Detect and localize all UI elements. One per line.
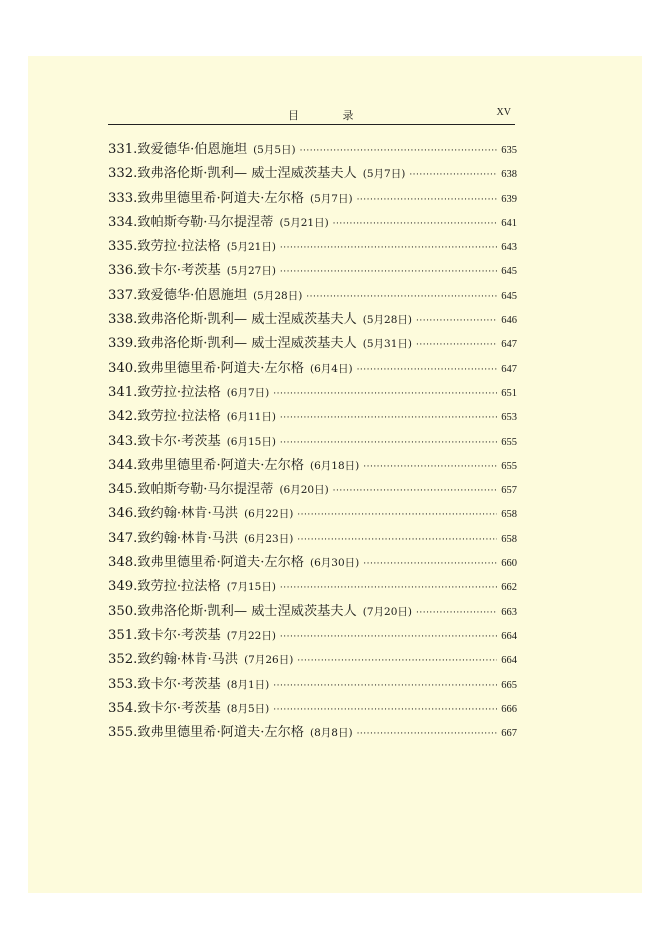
entry-date: (7月20日) <box>362 605 412 618</box>
entry-date: (7月22日) <box>226 629 276 642</box>
toc-entry[interactable] <box>108 211 517 235</box>
leader-dots <box>280 413 497 423</box>
toc-entry[interactable] <box>108 502 517 526</box>
leader-dots <box>273 681 497 691</box>
entry-page-number: 653 <box>501 412 517 424</box>
toc-entry[interactable] <box>108 357 517 381</box>
toc-entry[interactable] <box>108 308 517 332</box>
entry-date: (6月11日) <box>226 411 276 424</box>
header-title: 目 录 <box>288 109 374 122</box>
entry-title: 352.致约翰·林肯·马洪 <box>108 652 239 668</box>
toc-entry[interactable] <box>108 575 517 599</box>
entry-page-number: 666 <box>501 703 517 715</box>
toc-entry[interactable] <box>108 648 517 672</box>
leader-dots <box>357 365 498 375</box>
leader-dots <box>416 316 497 326</box>
toc-entry[interactable] <box>108 600 517 624</box>
entry-page-number: 662 <box>501 582 517 594</box>
toc-entry[interactable] <box>108 332 517 356</box>
entry-title: 332.致弗洛伦斯·凯利— 威士涅威茨基夫人 <box>108 166 357 182</box>
entry-date: (6月22日) <box>244 508 294 521</box>
toc-entry[interactable] <box>108 259 517 283</box>
entry-page-number: 664 <box>501 655 517 667</box>
toc-entry[interactable] <box>108 235 517 259</box>
entry-date: (6月15日) <box>226 435 276 448</box>
entry-date: (6月4日) <box>310 362 353 375</box>
entry-page-number: 635 <box>501 145 517 156</box>
toc-entry[interactable] <box>108 673 517 697</box>
entry-page-number: 645 <box>501 290 517 302</box>
entry-page-number: 658 <box>501 533 517 545</box>
entry-page-number: 646 <box>501 315 517 327</box>
leader-dots <box>409 170 497 180</box>
leader-dots <box>280 583 497 593</box>
entry-page-number: 663 <box>501 606 517 618</box>
entry-page-number: 664 <box>501 630 517 642</box>
entry-title: 339.致弗洛伦斯·凯利— 威士涅威茨基夫人 <box>108 336 357 352</box>
entry-title: 348.致弗里德里希·阿道夫·左尔格 <box>108 555 304 571</box>
leader-dots <box>333 219 498 229</box>
toc-entry[interactable] <box>108 478 517 502</box>
entry-date: (5月21日) <box>226 241 276 254</box>
entry-page-number: 647 <box>501 339 517 351</box>
entry-date: (5月27日) <box>226 265 276 278</box>
entry-title: 337.致爱德华·伯恩施坦 <box>108 287 248 303</box>
entry-title: 338.致弗洛伦斯·凯利— 威士涅威茨基夫人 <box>108 312 357 328</box>
entry-date: (8月8日) <box>310 727 353 740</box>
entry-page-number: 645 <box>501 266 517 278</box>
leader-dots <box>416 340 497 350</box>
table-of-contents <box>108 138 517 745</box>
entry-page-number: 655 <box>501 460 517 472</box>
toc-entry[interactable] <box>108 551 517 575</box>
entry-date: (5月28日) <box>362 314 412 327</box>
entry-date: (6月30日) <box>310 557 360 570</box>
entry-title: 342.致劳拉·拉法格 <box>108 409 221 425</box>
entry-page-number: 665 <box>501 679 517 691</box>
leader-dots <box>363 559 497 569</box>
entry-date: (6月18日) <box>310 459 360 472</box>
entry-title: 354.致卡尔·考茨基 <box>108 700 221 716</box>
leader-dots <box>273 389 497 399</box>
leader-dots <box>357 729 498 739</box>
entry-page-number: 641 <box>501 217 517 229</box>
leader-dots <box>297 510 497 520</box>
leader-dots <box>297 656 497 666</box>
entry-page-number: 643 <box>501 242 517 254</box>
toc-entry[interactable] <box>108 697 517 721</box>
toc-entry[interactable] <box>108 381 517 405</box>
entry-title: 336.致卡尔·考茨基 <box>108 263 221 279</box>
entry-title: 347.致约翰·林肯·马洪 <box>108 530 239 546</box>
leader-dots <box>357 195 498 205</box>
entry-date: (5月7日) <box>362 168 406 181</box>
toc-entry[interactable] <box>108 624 517 648</box>
leader-dots <box>273 705 497 715</box>
entry-date: (8月1日) <box>226 678 270 691</box>
entry-title: 341.致劳拉·拉法格 <box>108 384 221 400</box>
leader-dots <box>363 462 497 472</box>
entry-title: 335.致劳拉·拉法格 <box>108 239 221 255</box>
entry-date: (5月31日) <box>362 338 412 351</box>
entry-page-number: 660 <box>501 558 517 570</box>
entry-title: 333.致弗里德里希·阿道夫·左尔格 <box>108 190 304 206</box>
entry-title: 346.致约翰·林肯·马洪 <box>108 506 239 522</box>
entry-page-number: 658 <box>501 509 517 521</box>
leader-dots <box>333 486 498 496</box>
entry-page-number: 657 <box>501 485 517 497</box>
entry-date: (6月20日) <box>279 484 329 497</box>
toc-entry[interactable] <box>108 187 517 211</box>
leader-dots <box>306 292 497 302</box>
leader-dots <box>416 608 497 618</box>
entry-date: (5月28日) <box>253 289 303 302</box>
entry-title: 351.致卡尔·考茨基 <box>108 627 221 643</box>
entry-page-number: 638 <box>501 169 517 181</box>
entry-title: 343.致卡尔·考茨基 <box>108 433 221 449</box>
entry-title: 353.致卡尔·考茨基 <box>108 676 221 692</box>
entry-date: (8月5日) <box>226 702 270 715</box>
leader-dots <box>300 146 498 156</box>
entry-title: 349.致劳拉·拉法格 <box>108 579 221 595</box>
entry-date: (5月7日) <box>310 192 353 205</box>
entry-title: 331.致爱德华·伯恩施坦 <box>108 142 248 157</box>
toc-entry[interactable] <box>108 138 517 162</box>
entry-date: (5月5日) <box>253 144 296 156</box>
entry-page-number: 655 <box>501 436 517 448</box>
running-header <box>108 106 515 125</box>
entry-date: (7月15日) <box>226 581 276 594</box>
leader-dots <box>280 243 497 253</box>
toc-entry[interactable] <box>108 284 517 308</box>
entry-title: 334.致帕斯夸勒·马尔提涅蒂 <box>108 214 274 230</box>
toc-entry[interactable] <box>108 454 517 478</box>
entry-date: (6月7日) <box>226 386 270 399</box>
leader-dots <box>280 267 497 277</box>
toc-entry[interactable] <box>108 721 517 745</box>
toc-entry[interactable] <box>108 430 517 454</box>
page-folio: XV <box>496 107 511 118</box>
entry-page-number: 639 <box>501 193 517 205</box>
leader-dots <box>280 438 497 448</box>
toc-entry[interactable] <box>108 527 517 551</box>
entry-title: 344.致弗里德里希·阿道夫·左尔格 <box>108 457 304 473</box>
entry-page-number: 667 <box>501 728 517 740</box>
leader-dots <box>280 632 497 642</box>
entry-title: 340.致弗里德里希·阿道夫·左尔格 <box>108 360 304 376</box>
entry-title: 355.致弗里德里希·阿道夫·左尔格 <box>108 725 304 741</box>
toc-entry[interactable] <box>108 162 517 186</box>
entry-title: 345.致帕斯夸勒·马尔提涅蒂 <box>108 482 274 498</box>
entry-date: (6月23日) <box>244 532 294 545</box>
leader-dots <box>297 535 497 545</box>
entry-page-number: 647 <box>501 363 517 375</box>
entry-title: 350.致弗洛伦斯·凯利— 威士涅威茨基夫人 <box>108 603 357 619</box>
toc-entry[interactable] <box>108 405 517 429</box>
entry-date: (7月26日) <box>244 654 294 667</box>
entry-page-number: 651 <box>501 387 517 399</box>
entry-date: (5月21日) <box>279 216 329 229</box>
